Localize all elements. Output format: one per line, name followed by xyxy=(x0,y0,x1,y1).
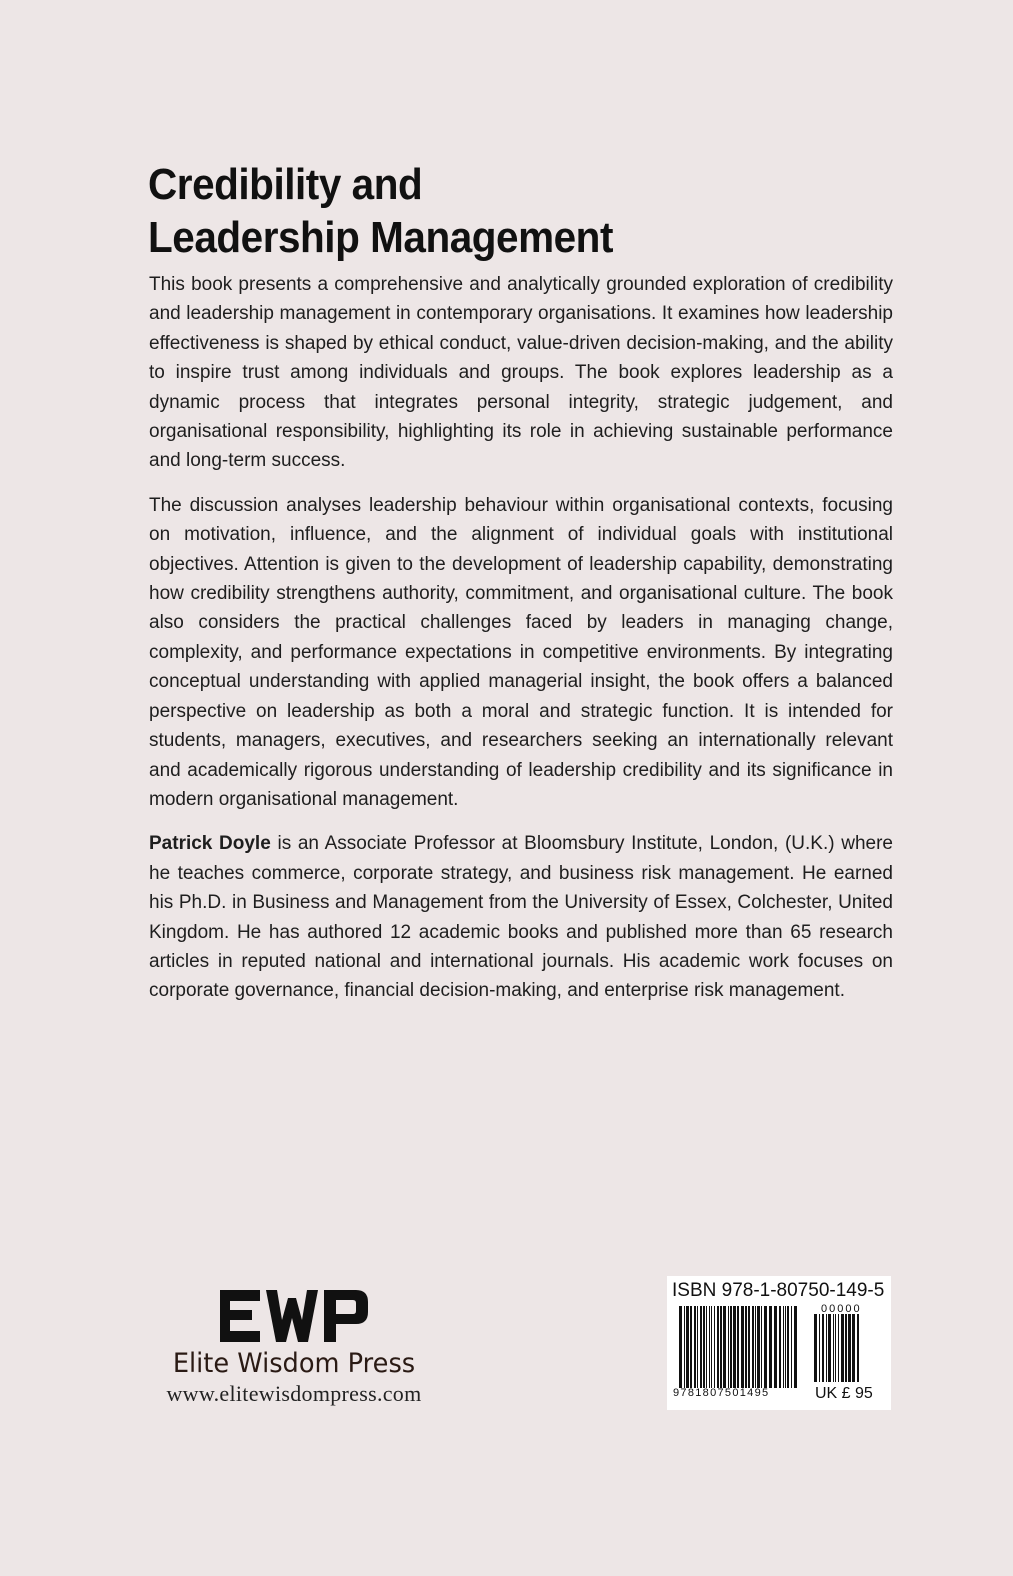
barcode-bar xyxy=(697,1306,698,1388)
isbn-number: ISBN 978-1-80750-149-5 xyxy=(672,1280,885,1301)
barcode-bar xyxy=(764,1306,767,1388)
barcode-bar xyxy=(852,1314,855,1382)
author-name: Patrick Doyle xyxy=(149,833,271,855)
barcode-bar xyxy=(822,1314,824,1382)
barcode-bar xyxy=(791,1306,792,1388)
barcode-bar xyxy=(769,1306,772,1388)
barcode-bar xyxy=(709,1306,710,1388)
barcode-bar xyxy=(730,1306,732,1388)
barcode-bar xyxy=(845,1314,847,1382)
barcode-bar xyxy=(783,1306,784,1388)
author-bio xyxy=(149,829,893,1005)
blurb xyxy=(149,270,893,1021)
barcode-bar xyxy=(785,1306,786,1388)
barcode-bar xyxy=(748,1306,750,1388)
barcode-bar xyxy=(714,1306,715,1388)
barcode-bar xyxy=(686,1306,689,1388)
barcode-bar xyxy=(711,1306,712,1388)
barcode-bar xyxy=(838,1314,839,1382)
book-title xyxy=(148,158,810,264)
barcode-bar xyxy=(794,1306,797,1388)
barcode-bar xyxy=(841,1314,844,1382)
barcode-bar xyxy=(828,1314,831,1382)
barcode-bar xyxy=(755,1306,756,1388)
barcode-bar xyxy=(857,1314,859,1382)
barcode-bar xyxy=(690,1306,692,1388)
book-title-line-1: Credibility and xyxy=(148,160,423,209)
description-paragraph-1: This book presents a comprehensive and analytically grounded exploration of credibility and leadership management in contemporary organisations. It examines how leadership effectiveness is shaped by ethical conduct, value-driven decision-making, and the ability to inspire trust among individuals and groups. The book explores leadership as a dynamic process that integrates personal integrity, strategic judgement, and organisational responsibility, highlighting its role in achieving sustainable performance and long-term success. xyxy=(149,274,893,472)
barcode-bar xyxy=(694,1306,696,1388)
barcode-bar xyxy=(787,1306,789,1388)
ewp-logo-icon xyxy=(220,1290,368,1342)
barcode-bar xyxy=(703,1306,705,1388)
barcode-bar xyxy=(757,1306,760,1388)
barcode-bar xyxy=(728,1306,729,1388)
barcode-bar xyxy=(737,1306,739,1388)
barcode-bar xyxy=(723,1306,726,1388)
barcode-bar xyxy=(700,1306,702,1388)
barcode-bar xyxy=(733,1306,736,1388)
barcode-bar xyxy=(848,1314,851,1382)
book-title-line-2: Leadership Management xyxy=(148,213,613,262)
barcode-bar xyxy=(774,1306,777,1388)
barcode-addon-digits: 00000 xyxy=(821,1303,862,1315)
barcode-bar xyxy=(706,1306,707,1388)
publisher-name: Elite Wisdom Press xyxy=(172,1348,416,1379)
author-bio-text: is an Associate Professor at Bloomsbury Institute, London, (U.K.) where he teaches commerce, corporate strategy, and business risk management. He earned his Ph.D. in Business and Management from the University of Essex, Colchester, United Kingdom. He has authored 12 academic books and published more than 65 research articles in reputed national and international journals. His academic work focuses on corporate governance, financial decision-making, and enterprise risk management. xyxy=(149,833,893,1002)
barcode-bar xyxy=(761,1306,762,1388)
barcode-bar xyxy=(717,1306,719,1388)
barcode-ean-digits: 9781807501495 xyxy=(673,1387,770,1399)
price-label: UK £ 95 xyxy=(815,1385,873,1402)
barcode-bar xyxy=(752,1306,754,1388)
barcode-bar xyxy=(679,1306,682,1388)
barcode-bar xyxy=(684,1306,685,1388)
barcode-bar xyxy=(779,1306,781,1388)
barcode-bar xyxy=(745,1306,747,1388)
barcode-bar xyxy=(835,1314,836,1382)
publisher-block xyxy=(149,1290,439,1407)
publisher-url: www.elitewisdompress.com xyxy=(166,1381,422,1406)
isbn-barcode-box xyxy=(667,1276,891,1410)
barcode-bar xyxy=(720,1306,722,1388)
barcode-bar xyxy=(833,1314,834,1382)
barcode-bar xyxy=(819,1314,820,1382)
description-paragraph-2: The discussion analyses leadership behaviour within organisational contexts, focusing on motivation, influence, and the alignment of individual goals with institutional objectives. Attention is given to the development of leadership capability, demonstrating how credibility strengthens authority, commitment, and organisational culture. The book also considers the practical challenges faced by leaders in managing change, complexity, and performance expectations in competitive environments. By integrating conceptual understanding with applied managerial insight, the book offers a balanced perspective on leadership as both a moral and strategic function. It is intended for students, managers, executives, and researchers seeking an internationally relevant and academically rigorous understanding of leadership credibility and its significance in modern organisational management. xyxy=(149,494,893,810)
barcode-bar xyxy=(814,1314,817,1382)
barcode-bar xyxy=(826,1314,827,1382)
barcode-bar xyxy=(741,1306,744,1388)
